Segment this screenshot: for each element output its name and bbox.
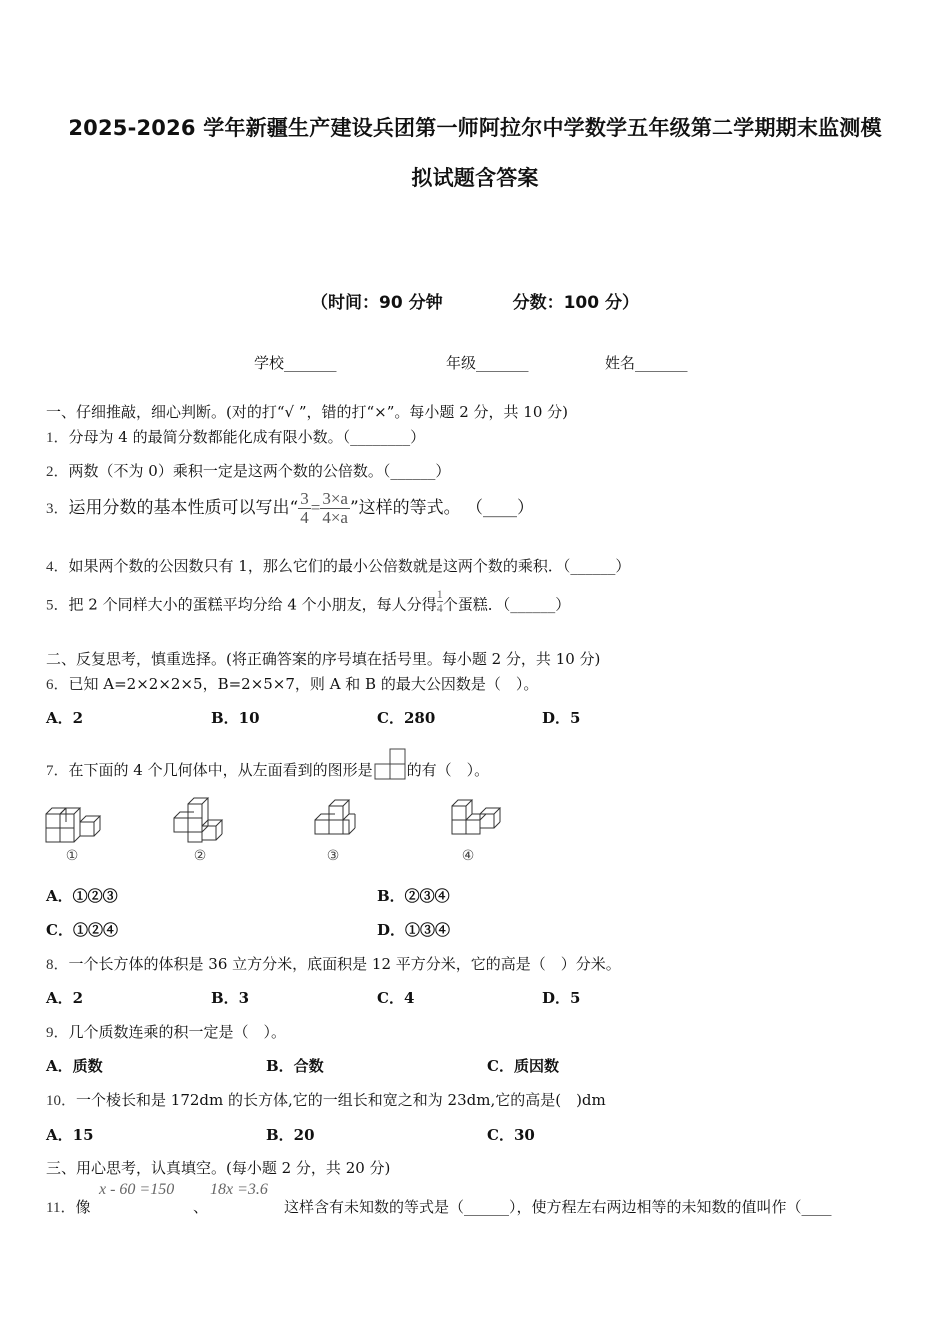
- question-1: [46, 426, 425, 447]
- q11-separator: 、: [193, 1198, 209, 1216]
- q7-option-b[interactable]: B．②③④: [377, 887, 450, 905]
- q11-number: 11．: [46, 1200, 76, 1216]
- q8-option-b[interactable]: B．3: [211, 989, 250, 1007]
- q7-option-a[interactable]: A．①②③: [46, 887, 118, 905]
- q5-text-after: 个蛋糕．（______）: [442, 595, 571, 614]
- exam-meta: [0, 288, 950, 313]
- q10-option-a[interactable]: A．15: [46, 1126, 94, 1144]
- grade-field[interactable]: 年级_______: [446, 354, 529, 372]
- q3-equals: =: [310, 498, 321, 517]
- q11-text-after: 这样含有未知数的等式是（______），使方程左右两边相等的未知数的值叫作（____: [284, 1198, 832, 1216]
- q9-option-a[interactable]: A．质数: [46, 1057, 103, 1075]
- section3-heading: 三、用心思考，认真填空。(每小题 2 分，共 20 分): [46, 1159, 391, 1177]
- doc-title-line1: 2025-2026 学年新疆生产建设兵团第一师阿拉尔中学数学五年级第二学期期末监测模: [68, 116, 882, 140]
- q9-option-c[interactable]: C．质因数: [487, 1057, 559, 1075]
- q6-option-b[interactable]: B．10: [211, 709, 260, 727]
- q4-text: 如果两个数的公因数只有 1，那么它们的最小公倍数就是这两个数的乘积．（______）: [68, 557, 631, 575]
- question-5: [46, 587, 571, 619]
- q3-text-before: 运用分数的基本性质可以写出“: [68, 498, 299, 518]
- q11-equation-1: x - 60 =150: [99, 1181, 175, 1198]
- q5-text-before: 把 2 个同样大小的蛋糕平均分给 4 个小朋友，每人分得: [68, 595, 437, 614]
- question-10: [46, 1089, 606, 1110]
- name-field[interactable]: 姓名_______: [605, 354, 688, 372]
- q6-text: 已知 A=2×2×2×5，B=2×5×7，则 A 和 B 的最大公因数是（ ）。: [68, 675, 539, 693]
- q10-option-c[interactable]: C．30: [487, 1126, 535, 1144]
- question-9: [46, 1021, 286, 1042]
- q9-text: 几个质数连乘的积一定是（ ）。: [68, 1023, 287, 1041]
- doc-title-line2: 拟试题含答案: [411, 166, 539, 190]
- q1-number: 1．: [46, 430, 69, 446]
- section1-heading: 一、仔细推敲，细心判断。(对的打“√ ”，错的打“×”。每小题 2 分，共 10 分): [46, 403, 568, 421]
- q6-option-d[interactable]: D．5: [542, 709, 581, 727]
- time-info: （时间：90 分钟: [311, 293, 443, 313]
- q6-option-c[interactable]: C．280: [377, 709, 436, 727]
- question-7: [46, 754, 489, 788]
- q8-number: 8．: [46, 957, 69, 973]
- question-2: [46, 460, 450, 481]
- q3-frac1-den: 4: [300, 508, 309, 527]
- q3-frac2-num: 3×a: [322, 489, 348, 508]
- q3-number: 3．: [46, 501, 69, 517]
- q6-option-a[interactable]: A．2: [46, 709, 84, 727]
- q8-option-d[interactable]: D．5: [542, 989, 581, 1007]
- q2-number: 2．: [46, 464, 69, 480]
- q8-text: 一个长方体的体积是 36 立方分米，底面积是 12 平方分米，它的高是（ ）分米。: [68, 955, 621, 973]
- figure-2-cubes: [172, 796, 232, 866]
- question-8: [46, 953, 621, 974]
- q3-frac1-num: 3: [300, 489, 309, 508]
- q7-text-after: 的有（ ）。: [406, 761, 490, 779]
- figure-4-label: ④: [461, 848, 475, 864]
- figure-1-label: ①: [65, 848, 79, 864]
- q5-frac-num: 1: [436, 587, 443, 601]
- figure-2-label: ②: [193, 848, 207, 864]
- question-4: [46, 555, 630, 576]
- q5-frac-den: 4: [436, 601, 443, 615]
- left-view-shape-icon: [373, 748, 407, 782]
- q10-text: 一个棱长和是 172dm 的长方体,它的一组长和宽之和为 23dm,它的高是( )dm: [76, 1091, 606, 1109]
- q3-fraction-right: [320, 490, 350, 527]
- section2-heading: 二、反复思考，慎重选择。(将正确答案的序号填在括号里。每小题 2 分，共 10 分): [46, 650, 601, 668]
- question-11: [46, 1196, 90, 1217]
- q10-option-b[interactable]: B．20: [266, 1126, 315, 1144]
- q7-number: 7．: [46, 763, 69, 779]
- q1-text: 分母为 4 的最简分数都能化成有限小数。（________）: [68, 428, 426, 446]
- question-3: [46, 490, 534, 527]
- q4-number: 4．: [46, 559, 69, 575]
- figure-3-cubes: [311, 796, 371, 866]
- q7-option-d[interactable]: D．①③④: [377, 921, 451, 939]
- school-field[interactable]: 学校_______: [254, 354, 337, 372]
- q3-text-after: ”这样的等式。 （____）: [349, 498, 535, 518]
- q8-option-c[interactable]: C．4: [377, 989, 415, 1007]
- q8-option-a[interactable]: A．2: [46, 989, 84, 1007]
- q3-fraction-left: [298, 490, 311, 527]
- q5-number: 5．: [46, 597, 69, 614]
- figure-3-label: ③: [326, 848, 340, 864]
- q11-equation-2: 18x =3.6: [210, 1181, 268, 1198]
- q11-text-before: 像: [75, 1198, 91, 1216]
- figure-4-cubes: [448, 796, 508, 866]
- q10-number: 10．: [46, 1093, 77, 1109]
- question-6: [46, 673, 538, 694]
- score-info: 分数：100 分）: [512, 293, 639, 313]
- q7-text-before: 在下面的 4 个几何体中，从左面看到的图形是: [68, 761, 373, 779]
- q7-option-c[interactable]: C．①②④: [46, 921, 118, 939]
- q2-text: 两数（不为 0）乘积一定是这两个数的公倍数。（______）: [68, 462, 451, 480]
- q9-option-b[interactable]: B．合数: [266, 1057, 324, 1075]
- q6-number: 6．: [46, 677, 69, 693]
- q3-frac2-den: 4×a: [322, 508, 348, 527]
- figure-1-cubes: [44, 796, 104, 866]
- q9-number: 9．: [46, 1025, 69, 1041]
- q5-fraction: [437, 588, 443, 615]
